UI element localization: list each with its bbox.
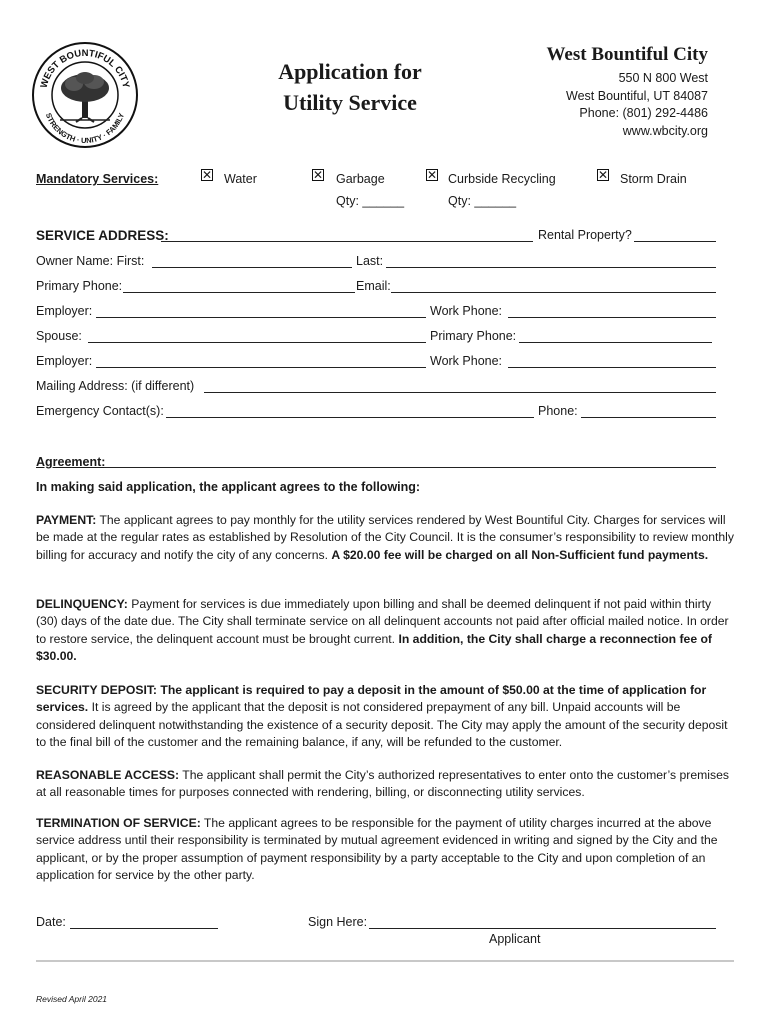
termination-heading: TERMINATION OF SERVICE: <box>36 816 201 830</box>
storm-drain-label: Storm Drain <box>620 172 687 186</box>
reasonable-access-heading: REASONABLE ACCESS: <box>36 768 180 782</box>
email-label: Email: <box>356 279 391 293</box>
primary-phone-input[interactable] <box>123 292 355 293</box>
spouse-input[interactable] <box>88 342 426 343</box>
delinquency-heading: DELINQUENCY: <box>36 597 128 611</box>
city-contact-block <box>546 42 708 140</box>
agreement-intro: In making said application, the applicant agrees to the following: <box>36 480 421 494</box>
work-phone-label: Work Phone: <box>430 304 503 318</box>
owner-last-input[interactable] <box>386 267 716 268</box>
city-phone: Phone: (801) 292-4486 <box>579 106 708 120</box>
water-checkbox[interactable]: ✕ <box>202 168 213 182</box>
title-line-2: Utility Service <box>283 90 417 115</box>
payment-text: The applicant agrees to pay monthly for the utility services rendered by West Bountiful City. Charges for services will be made at the regular rates as established by Resolution of the City Council. It is the consumer’s responsibility to review monthly billing for accuracy and notify the city of any concerns. <box>36 513 734 562</box>
mailing-address-label: Mailing Address: (if different) <box>36 379 195 393</box>
security-deposit-heading: SECURITY DEPOSIT: The applicant is required to pay a deposit in the amount of $50.00 at the time of application for services. <box>36 683 707 715</box>
termination-text: The applicant agrees to be responsible for the payment of utility charges incurred at the above service address until their responsibility is terminated by mutual agreement evidenced in writing and signed by the City and the applicant, or by the proper assumption of payment responsibility by a party acceptable to the City and upon completion of an application for service by the other party. <box>36 816 718 883</box>
date-input[interactable] <box>70 928 218 929</box>
city-seal-logo <box>30 40 140 150</box>
owner-first-input[interactable] <box>152 267 352 268</box>
emergency-phone-label: Phone: <box>538 404 578 418</box>
employer-input[interactable] <box>96 317 426 318</box>
signature-input[interactable] <box>369 928 716 929</box>
owner-first-label: Owner Name: First: <box>36 254 145 268</box>
spouse-work-phone-label: Work Phone: <box>430 354 503 368</box>
emergency-contact-input[interactable] <box>166 417 534 418</box>
payment-nsf-fee: A $20.00 fee will be charged on all Non-Sufficient fund payments. <box>331 547 709 562</box>
footer-divider <box>36 960 734 962</box>
termination-paragraph <box>36 815 736 885</box>
storm-drain-checkbox[interactable]: ✕ <box>598 168 609 182</box>
service-address-input[interactable] <box>161 241 533 242</box>
garbage-checkbox[interactable]: ✕ <box>313 168 324 182</box>
security-deposit-text: It is agreed by the applicant that the deposit is not considered prepayment of any bill. Unpaid accounts will be considered delinquent notwithstanding the existence of a security deposit. The City may apply the amount of the security deposit to the final bill of the customer and the remaining balance, if any, will be refunded to the customer. <box>36 700 728 750</box>
emergency-contact-label: Emergency Contact(s): <box>36 404 164 418</box>
date-label: Date: <box>36 915 66 929</box>
sign-here-label: Sign Here: <box>308 915 368 929</box>
spouse-label: Spouse: <box>36 329 82 343</box>
spouse-employer-input[interactable] <box>96 367 426 368</box>
agreement-line <box>104 467 716 468</box>
city-name: West Bountiful City <box>546 44 708 65</box>
spouse-employer-label: Employer: <box>36 354 93 368</box>
payment-paragraph <box>36 512 736 564</box>
svg-text:STRENGTH · UNITY · FAMILY: STRENGTH · UNITY · FAMILY <box>43 111 127 146</box>
applicant-caption: Applicant <box>489 932 541 946</box>
garbage-label: Garbage <box>336 172 385 186</box>
garbage-qty-field[interactable]: Qty: ______ <box>336 194 405 208</box>
water-label: Water <box>224 172 257 186</box>
city-website: www.wbcity.org <box>622 123 708 138</box>
city-address-line-1: 550 N 800 West <box>618 71 708 85</box>
reconnection-fee: In addition, the City shall charge a reconnection fee of $30.00. <box>36 631 712 664</box>
spouse-primary-phone-label: Primary Phone: <box>430 329 517 343</box>
title-line-1: Application for <box>278 59 422 84</box>
primary-phone-label: Primary Phone: <box>36 279 123 293</box>
rental-property-label: Rental Property? <box>538 228 632 242</box>
employer-label: Employer: <box>36 304 93 318</box>
reasonable-access-text: The applicant shall permit the City’s authorized representatives to enter onto the customer’s premises at all reasonable times for purposes connected with rendering, billing, or disconnecting utility services. <box>36 768 729 800</box>
recycling-checkbox[interactable]: ✕ <box>427 168 438 182</box>
emergency-phone-input[interactable] <box>581 417 716 418</box>
recycling-qty-field[interactable]: Qty: ______ <box>448 194 517 208</box>
form-title <box>240 56 460 118</box>
delinquency-paragraph <box>36 596 736 666</box>
recycling-label: Curbside Recycling <box>448 172 556 186</box>
delinquency-text: Payment for services is due immediately upon billing and shall be deemed delinquent if not paid within thirty (30) days of the date due. The City shall terminate service on all delinquent accounts not paid after official mailed notice. In order to restore service, the delinquent account must be brought current. <box>36 597 729 646</box>
spouse-primary-phone-input[interactable] <box>519 342 712 343</box>
owner-last-label: Last: <box>356 254 384 268</box>
mailing-address-input[interactable] <box>204 392 716 393</box>
email-input[interactable] <box>391 292 716 293</box>
rental-property-input[interactable] <box>634 241 716 242</box>
mandatory-services-label: Mandatory Services: <box>36 172 159 186</box>
reasonable-access-paragraph <box>36 767 736 802</box>
agreement-label: Agreement: <box>36 455 106 469</box>
work-phone-input[interactable] <box>508 317 716 318</box>
city-address-line-2: West Bountiful, UT 84087 <box>566 88 708 103</box>
payment-heading: PAYMENT: <box>36 513 97 527</box>
svg-text:WEST BOUNTIFUL CITY: WEST BOUNTIFUL CITY <box>38 47 132 90</box>
service-address-label: SERVICE ADDRESS: <box>36 228 169 243</box>
security-deposit-paragraph <box>36 682 736 752</box>
revision-note: Revised April 2021 <box>36 994 108 1004</box>
spouse-work-phone-input[interactable] <box>508 367 716 368</box>
